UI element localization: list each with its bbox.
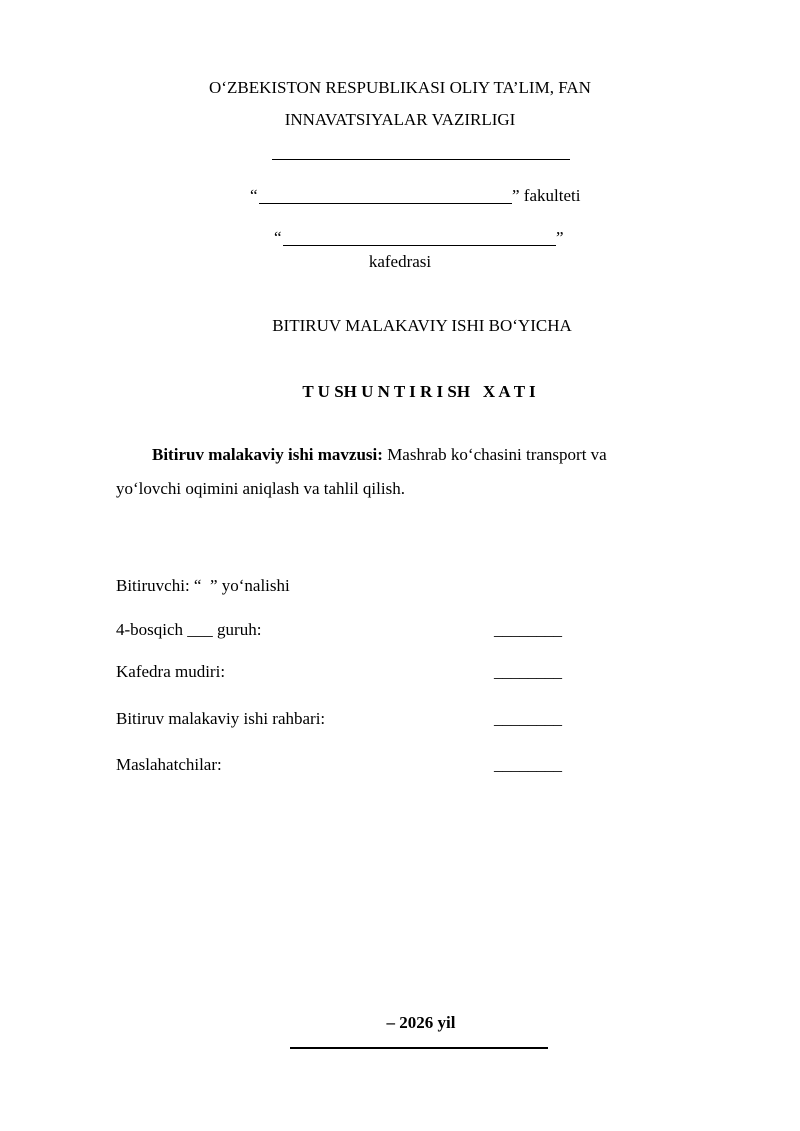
ministry-line-2: INNAVATSIYALAR VAZIRLIGI [284,110,516,129]
head-of-department-signature-blank: ________ [494,662,562,681]
faculty-open-quote: “ [250,186,258,205]
department-open-quote: “ [274,228,282,247]
department-label: kafedrasi [368,252,432,271]
topic-text-part-2: yo‘lovchi oqimini aniqlash va tahlil qilish. [116,479,405,498]
topic-label: Bitiruv malakaviy ishi mavzusi: [152,445,383,464]
topic-text-part-1: Mashrab ko‘chasini transport va [387,445,607,464]
footer-year: – 2026 yil [386,1013,456,1032]
ministry-line-1: O‘ZBEKISTON RESPUBLIKASI OLIY TA’LIM, FAN [209,78,591,97]
graduate-label: Bitiruvchi: “ ” yo‘nalishi [116,576,290,595]
document-subtitle: BITIRUV MALAKAVIY ISHI BO‘YICHA [272,316,572,335]
department-close-quote: ” [556,228,564,247]
footer-rule [290,1047,548,1049]
stage-group-signature-blank: ________ [494,620,562,639]
supervisor-signature-blank: ________ [494,709,562,728]
consultants-label: Maslahatchilar: [116,755,222,774]
stage-group-label: 4-bosqich ___ guruh: [116,620,262,639]
supervisor-label: Bitiruv malakaviy ishi rahbari: [116,709,326,728]
consultants-signature-blank: ________ [494,755,562,774]
faculty-blank-line [259,203,512,204]
head-of-department-label: Kafedra mudiri: [116,662,226,681]
university-name-blank-line [272,159,570,160]
department-blank-line [283,245,556,246]
faculty-label: ” fakulteti [512,186,581,205]
document-title: T U SH U N T I R I SH X A T I [302,382,536,401]
topic-line-1 [152,446,607,463]
